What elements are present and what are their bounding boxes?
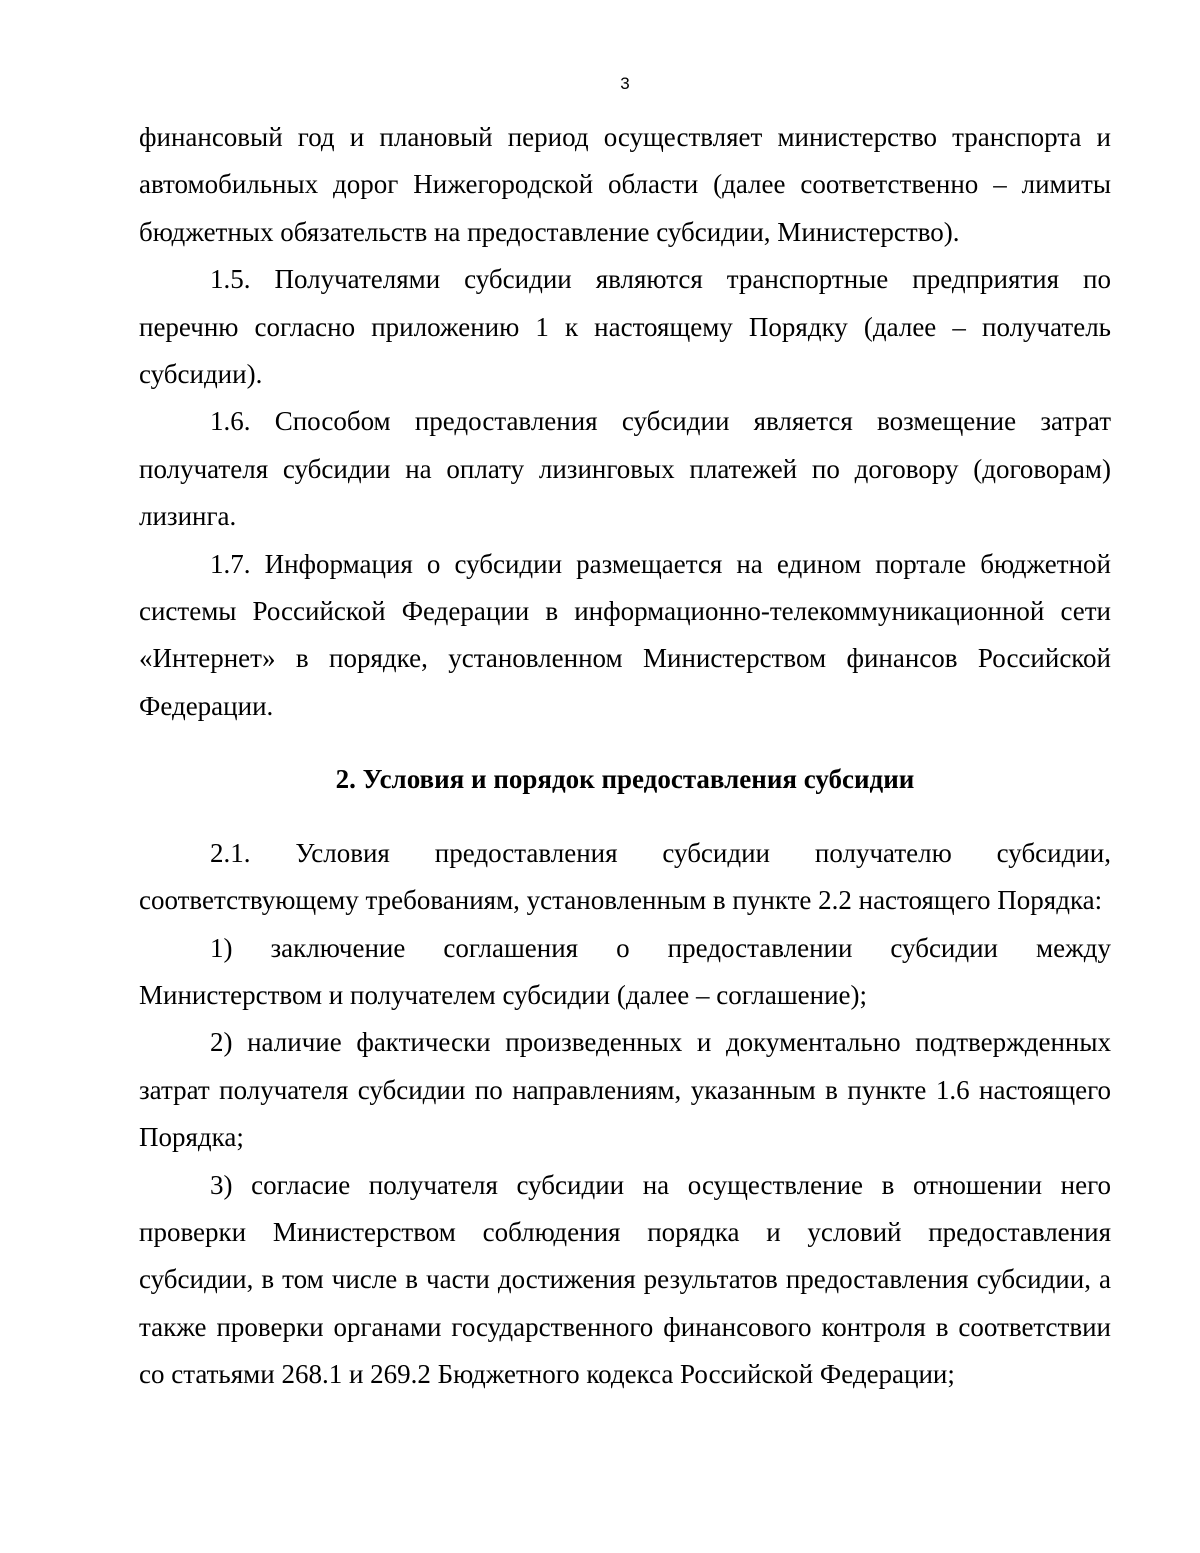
paragraph-continuation: финансовый год и плановый период осуществляет министерство транспорта и автомобильных дорог Нижегородской области (далее соответственно – лимиты бюджетных обязательств на предоставление субсидии, Министерство). — [139, 122, 1111, 247]
paragraph-1-5: 1.5. Получателями субсидии являются транспортные предприятия по перечню согласно приложению 1 к настоящему Порядку (далее – получатель субсидии). — [139, 264, 1111, 390]
paragraph-1-7: 1.7. Информация о субсидии размещается на едином портале бюджетной системы Российской Федерации в информационно-телекоммуникационной сети «Интернет» в порядке, установленном Министерством финансов Российской Федерации. — [139, 548, 1111, 721]
paragraph-2-1: 2.1. Условия предоставления субсидии получателю субсидии, соответствующему требованиям, установленным в пункте 2.2 настоящего Порядка: — [139, 837, 1111, 916]
list-item-2: 2) наличие фактически произведенных и документально подтвержденных затрат получателя субсидии по направлениям, указанным в пункте 1.6 настоящего Порядка; — [139, 1027, 1111, 1153]
list-item-3: 3) согласие получателя субсидии на осуществление в отношении него проверки Министерством соблюдения порядка и условий предоставления субсидии, в том числе в части достижения результатов предоставления субсидии, а также проверки органами государственного финансового контроля в соответствии со статьями 268.1 и 269.2 Бюджетного кодекса Российской Федерации; — [139, 1169, 1111, 1390]
section-heading: 2. Условия и порядок предоставления субсидии — [335, 764, 915, 795]
paragraph-1-6: 1.6. Способом предоставления субсидии является возмещение затрат получателя субсидии на оплату лизинговых платежей по договору (договорам) лизинга. — [139, 406, 1111, 532]
list-item-1: 1) заключение соглашения о предоставлении субсидии между Министерством и получателем субсидии (далее – соглашение); — [139, 932, 1111, 1010]
page-number: 3 — [620, 74, 630, 93]
document-body — [139, 114, 1111, 1399]
